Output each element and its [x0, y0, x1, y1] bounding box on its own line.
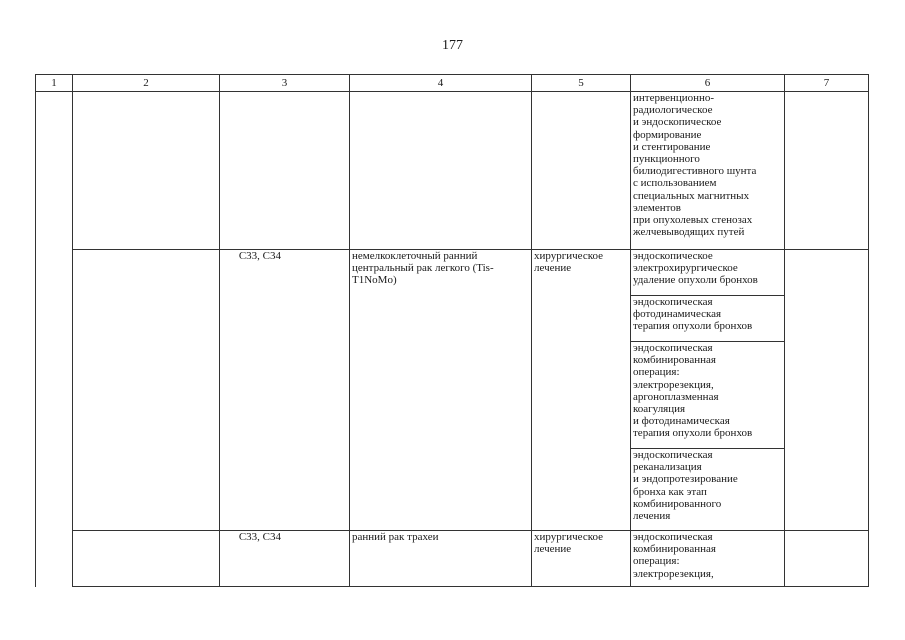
cell-col3 [220, 92, 350, 250]
cell-diagnosis [350, 250, 532, 531]
method-text: эндоскопическая реканализация и эндопротезирование бронха как этап комбинированного лечения [633, 449, 738, 523]
column-header-7: 7 [785, 75, 869, 92]
cell-col7 [785, 531, 869, 587]
cell-treatment [532, 250, 631, 531]
procedures-table [35, 74, 869, 587]
treatment-text: хирургическое лечение [534, 531, 604, 556]
column-header-6: 6 [631, 75, 785, 92]
cell-method [631, 342, 785, 449]
column-header-5: 5 [532, 75, 631, 92]
cell-col7 [785, 250, 869, 531]
column-header-1: 1 [36, 75, 73, 92]
cell-codes: C33, C34 [220, 250, 350, 531]
method-text: эндоскопическая комбинированная операция: электрорезекция, [633, 531, 716, 580]
treatment-text: хирургическое лечение [534, 250, 604, 275]
cell-method [631, 296, 785, 342]
method-text: эндоскопическое электрохирургическое удаление опухоли бронхов [633, 250, 758, 287]
diagnosis-text: немелкоклеточный ранний центральный рак легкого (Tis- T1NoMo) [352, 250, 494, 287]
cell-diagnosis: ранний рак трахеи [350, 531, 532, 587]
cell-method [631, 250, 785, 296]
cell-col2 [73, 250, 220, 531]
method-text: эндоскопическая комбинированная операция: электрорезекция, аргоноплазменная коагуляция и фотодинамическая терапия опухоли бронхов [633, 342, 753, 440]
cell-col4 [350, 92, 532, 250]
cell-method [631, 531, 785, 587]
cell-col7 [785, 92, 869, 250]
cell-codes: C33, C34 [220, 531, 350, 587]
cell-col1 [36, 92, 73, 587]
column-header-2: 2 [73, 75, 220, 92]
table-row-continuation [36, 92, 869, 250]
cell-method [631, 92, 785, 250]
method-text: эндоскопическая фотодинамическая терапия опухоли бронхов [633, 296, 753, 333]
cell-method [631, 449, 785, 531]
cell-col5 [532, 92, 631, 250]
column-header-4: 4 [350, 75, 532, 92]
page-number: 177 [442, 38, 463, 53]
cell-col2 [73, 531, 220, 587]
cell-treatment [532, 531, 631, 587]
method-text: интервенционно- радиологическое и эндоскопическое формирование и стентирование пункционного билиодигестивного шунта с использованием специальных магнитных элементов при опухолевых стенозах желчевыводящих путей [633, 92, 757, 239]
column-number-row [36, 75, 869, 92]
table-row-trachea [36, 531, 869, 587]
cell-col2 [73, 92, 220, 250]
column-header-3: 3 [220, 75, 350, 92]
table-row-lung [36, 250, 869, 296]
